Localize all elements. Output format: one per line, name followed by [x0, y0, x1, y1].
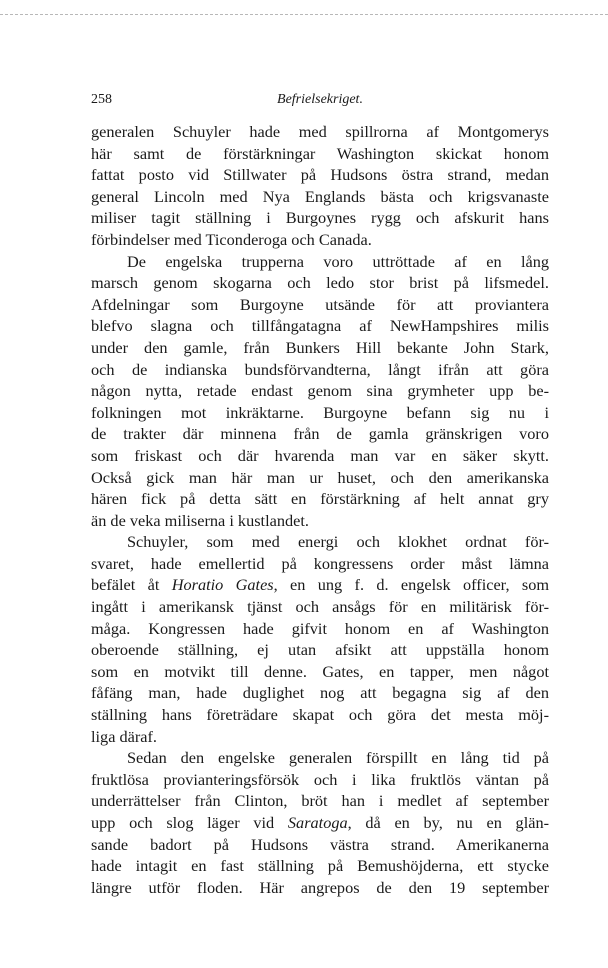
page-top-edge-rule — [0, 14, 608, 15]
text-line: De engelska trupperna voro uttröttade af en lång — [127, 251, 549, 271]
text-line: längre utför floden. Här angrepos de den 19 september — [91, 877, 549, 897]
text-line: generalen Schuyler hade med spillrorna af Montgomerys — [91, 122, 549, 141]
text-line: någon nytta, retade endast genom sina grymheter upp be- — [91, 381, 549, 401]
text-line: folkningen mot inkräktarne. Burgoyne befann sig nu i — [91, 402, 549, 422]
text-line: Schuyler, som med energi och klokhet ordnat för- — [127, 532, 549, 552]
text-line: marsch genom skogarna och ledo stor brist på lifsmedel. — [91, 273, 549, 293]
text-line: svaret, hade emellertid på kongressens order måst lämna — [91, 553, 549, 573]
person-name-italic: Horatio Gates — [171, 575, 274, 595]
text-segment: , då en by, nu en glän- — [347, 813, 550, 832]
text-line — [91, 812, 549, 834]
text-line: oberoende ställning, ej utan afsikt att uppställa honom — [91, 640, 549, 660]
text-line: fattat posto vid Stillwater på Hudsons östra strand, medan — [91, 165, 549, 185]
text-segment: upp och slog läger vid — [91, 813, 288, 832]
text-line: under den gamle, från Bunkers Hill bekante John Stark, — [91, 337, 549, 357]
text-line: som friskast och där hvarenda man var en säker skytt. — [91, 445, 549, 465]
running-title: Befrielsekriget. — [277, 92, 363, 107]
text-segment: , en ung f. d. engelsk officer, som — [273, 575, 550, 595]
text-line: miliser tagit ställning i Burgoynes rygg och afskurit hans — [91, 208, 549, 228]
text-line: blefvo slagna och tillfångatagna af NewHampshires milis — [91, 316, 549, 336]
text-line: måga. Kongressen hade gifvit honom en af Washington — [91, 618, 549, 638]
text-line: fåfäng man, hade duglighet nog att begagna sig af den — [91, 683, 549, 703]
place-name-italic: Saratoga — [287, 813, 348, 832]
text-line: förbindelser med Ticonderoga och Canada. — [91, 229, 372, 249]
text-line: ingått i amerikansk tjänst och ansågs för en militärisk för- — [91, 597, 549, 617]
text-line: sande badort på Hudsons västra strand. Amerikanerna — [91, 834, 549, 854]
text-line: hären fick på detta sätt en förstärkning af helt annat gry — [91, 489, 549, 509]
page-number: 258 — [91, 92, 112, 107]
page-header — [91, 92, 549, 112]
text-line: Sedan den engelske generalen förspillt en lång tid på — [127, 748, 549, 768]
text-line: än de veka miliserna i kustlandet. — [91, 510, 309, 530]
text-line: fruktlösa provianteringsförsök och i lika fruktlös väntan på — [91, 769, 549, 789]
text-line: här samt de förstärkningar Washington skickat honom — [91, 143, 549, 163]
text-line: Också gick man här man ur huset, och den amerikanska — [91, 467, 549, 487]
text-line: de trakter där minnena från de gamla gränskrigen voro — [91, 424, 549, 444]
text-line: liga däraf. — [91, 726, 157, 746]
text-line: som en motvikt till denne. Gates, en tapper, men något — [91, 661, 549, 681]
text-line: underrättelser från Clinton, bröt han i medlet af september — [91, 791, 549, 811]
text-line: ställning hans företrädare skapat och göra det mesta möj- — [91, 705, 549, 725]
body-text — [91, 121, 549, 898]
text-line — [91, 574, 549, 596]
text-segment: befälet åt — [91, 575, 172, 595]
text-line: hade intagit en fast ställning på Bemushöjderna, ett stycke — [91, 856, 549, 876]
text-line: Afdelningar som Burgoyne utsände för att proviantera — [91, 294, 549, 314]
text-line: general Lincoln med Nya Englands bästa och krigsvanaste — [91, 186, 549, 206]
text-line: och de indianska bundsförvandterna, långt ifrån att göra — [91, 359, 549, 379]
